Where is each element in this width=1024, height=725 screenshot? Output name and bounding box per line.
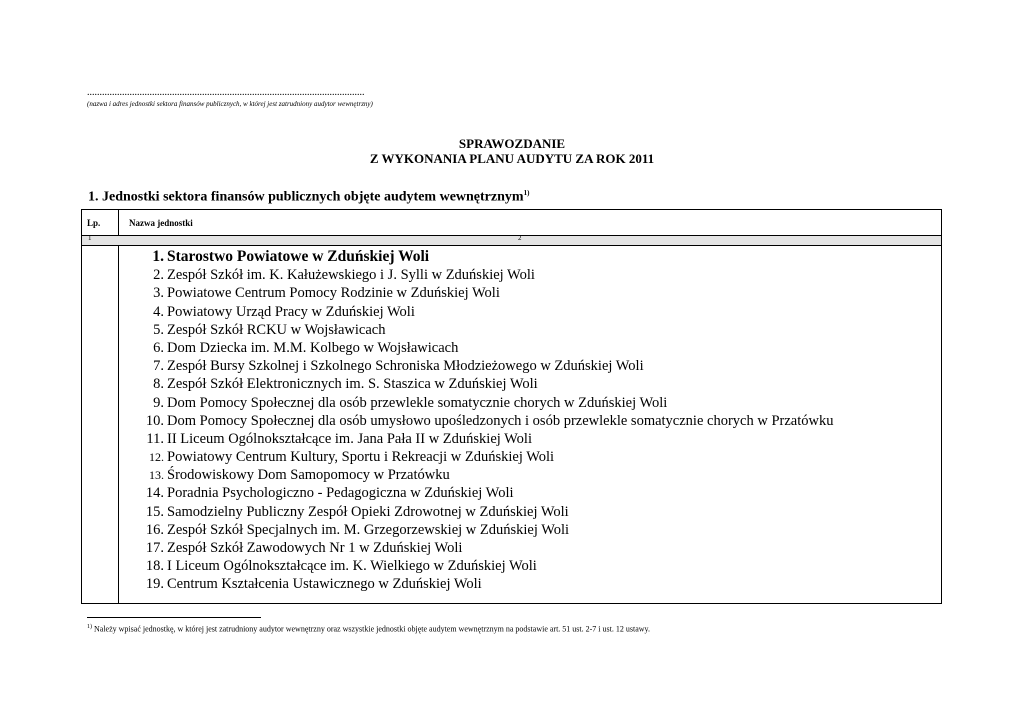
unit-number: 5. bbox=[153, 321, 164, 338]
unit-name: Zespół Szkół im. K. Kałużewskiego i J. Sylli w Zduńskiej Woli bbox=[167, 267, 535, 284]
unit-number: 19. bbox=[145, 576, 164, 593]
unit-list-item bbox=[144, 394, 833, 412]
unit-name: Dom Pomocy Społecznej dla osób umysłowo upośledzonych i osób przewlekle somatycznie chorych w Przatówku bbox=[167, 412, 834, 429]
unit-name: Powiatowy Centrum Kultury, Sportu i Rekreacji w Zduńskiej Woli bbox=[167, 449, 555, 466]
unit-name: Dom Dziecka im. M.M. Kolbego w Wojsławicach bbox=[167, 339, 459, 356]
units-table bbox=[81, 209, 942, 604]
unit-name: Zespół Szkół Elektronicznych im. S. Staszica w Zduńskiej Woli bbox=[167, 376, 538, 393]
footnote-text: Należy wpisać jednostkę, w której jest zatrudniony audytor wewnętrzny oraz wszystkie jednostki objęte audytem wewnętrznym na podstawie art. 51 ust. 2-7 i ust. 12 ustawy. bbox=[92, 624, 651, 634]
unit-list-item bbox=[144, 375, 833, 393]
section-heading bbox=[88, 189, 529, 206]
unit-list-item bbox=[144, 466, 833, 484]
unit-list-item bbox=[144, 448, 833, 466]
section-heading-text: 1. Jednostki sektora finansów publicznych objęte audytem wewnętrznym bbox=[88, 189, 524, 205]
unit-number: 12. bbox=[149, 450, 164, 465]
units-list bbox=[144, 248, 833, 594]
unit-list-item bbox=[144, 484, 833, 502]
unit-list-item bbox=[144, 575, 833, 593]
unit-list-item bbox=[144, 357, 833, 375]
unit-number: 17. bbox=[145, 540, 164, 556]
unit-name: Powiatowy Urząd Pracy w Zduńskiej Woli bbox=[167, 303, 415, 320]
unit-name: Starostwo Powiatowe w Zduńskiej Woli bbox=[167, 248, 430, 265]
unit-number: 2. bbox=[153, 267, 164, 284]
unit-number: 14. bbox=[145, 485, 164, 502]
unit-list-item bbox=[144, 412, 833, 430]
unit-number: 1. bbox=[152, 248, 164, 265]
unit-name: Poradnia Psychologiczno - Pedagogiczna w Zduńskiej Woli bbox=[167, 485, 514, 502]
unit-list-item bbox=[144, 503, 833, 521]
unit-number: 7. bbox=[153, 358, 164, 375]
unit-number: 15. bbox=[145, 503, 164, 520]
column-number-row bbox=[82, 236, 941, 246]
unit-name: I Liceum Ogólnokształcące im. K. Wielkiego w Zduńskiej Woli bbox=[167, 558, 537, 575]
unit-name: Zespół Szkół Specjalnych im. M. Grzegorzewskiej w Zduńskiej Woli bbox=[167, 521, 570, 538]
column-divider bbox=[118, 210, 119, 603]
unit-number: 13. bbox=[149, 468, 164, 483]
unit-list-item bbox=[144, 521, 833, 539]
unit-list-item bbox=[144, 266, 833, 284]
unit-number: 3. bbox=[153, 285, 164, 302]
unit-list-item bbox=[144, 248, 833, 266]
unit-list-item bbox=[144, 339, 833, 357]
report-subtitle: Z WYKONANIA PLANU AUDYTU ZA ROK 2011 bbox=[369, 151, 655, 166]
unit-name: Powiatowe Centrum Pomocy Rodzinie w Zduńskiej Woli bbox=[167, 285, 500, 302]
column-number-2: 2 bbox=[518, 234, 522, 242]
unit-list-item bbox=[144, 321, 833, 339]
unit-number: 18. bbox=[145, 558, 164, 575]
unit-name: II Liceum Ogólnokształcące im. Jana Pała II w Zduńskiej Woli bbox=[167, 430, 532, 447]
unit-list-item bbox=[144, 430, 833, 448]
unit-list-item bbox=[144, 303, 833, 321]
unit-number: 4. bbox=[153, 303, 164, 320]
unit-number: 6. bbox=[153, 339, 164, 356]
unit-list-item bbox=[144, 284, 833, 302]
unit-number: 8. bbox=[153, 376, 164, 393]
unit-list-item bbox=[144, 557, 833, 575]
unit-number: 11. bbox=[146, 430, 164, 447]
unit-name: Dom Pomocy Społecznej dla osób przewlekle somatycznie chorych w Zduńskiej Woli bbox=[167, 394, 668, 411]
column-header-lp: Lp. bbox=[87, 218, 101, 228]
footnote bbox=[87, 624, 650, 634]
unit-name-placeholder-line: ............................................................................................................... bbox=[87, 88, 365, 98]
footnote-rule bbox=[87, 617, 261, 618]
column-header-name: Nazwa jednostki bbox=[129, 218, 193, 228]
report-title: SPRAWOZDANIE bbox=[458, 136, 566, 151]
footnote-ref: 1) bbox=[523, 189, 530, 197]
unit-name: Zespół Bursy Szkolnej i Szkolnego Schroniska Młodzieżowego w Zduńskiej Woli bbox=[167, 358, 644, 375]
unit-name: Zespół Szkół Zawodowych Nr 1 w Zduńskiej Woli bbox=[167, 540, 463, 556]
footnote-marker: 1) bbox=[87, 624, 92, 630]
unit-number: 9. bbox=[153, 394, 164, 411]
unit-name: Zespół Szkół RCKU w Wojsławicach bbox=[167, 321, 386, 338]
unit-list-item bbox=[144, 539, 833, 557]
unit-name: Centrum Kształcenia Ustawicznego w Zduńskiej Woli bbox=[167, 576, 482, 593]
unit-name: Samodzielny Publiczny Zespół Opieki Zdrowotnej w Zduńskiej Woli bbox=[167, 503, 569, 520]
column-number-1: 1 bbox=[88, 234, 92, 242]
unit-name-caption: (nazwa i adres jednostki sektora finansów publicznych, w której jest zatrudniony audytor wewnętrzny) bbox=[87, 100, 373, 108]
unit-number: 16. bbox=[145, 521, 164, 538]
unit-name: Środowiskowy Dom Samopomocy w Przatówku bbox=[167, 467, 450, 484]
unit-number: 10. bbox=[145, 412, 164, 429]
